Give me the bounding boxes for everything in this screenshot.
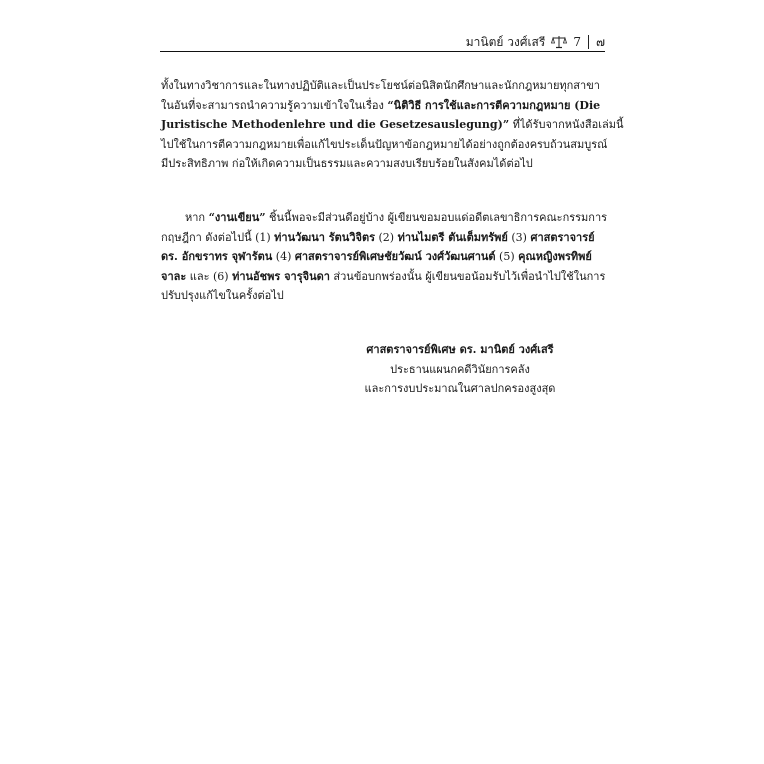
person-name: จาละ <box>161 269 187 283</box>
scales-of-justice-icon <box>551 35 567 49</box>
book-title-text: “นิติวิธี การใช้และการตีความกฎหมาย (Die <box>387 98 601 112</box>
paragraph-2-line-3 <box>161 247 592 267</box>
header-rule <box>160 51 605 52</box>
signature-block <box>340 340 580 399</box>
paragraph-1-line-3 <box>161 115 624 135</box>
text-run: (4) <box>272 250 295 263</box>
text-run: ปรับปรุงแก้ไขในครั้งต่อไป <box>161 289 284 302</box>
signature-title-line-1: ประธานแผนกคดีวินัยการคลัง <box>390 362 530 376</box>
header-page-number-thai: ๗ <box>595 34 605 49</box>
signature-title-line-2: และการงบประมาณในศาลปกครองสูงสุด <box>364 382 556 395</box>
paragraph-1-line-1 <box>161 76 600 96</box>
paragraph-2-line-2 <box>161 228 595 248</box>
paragraph-2-line-1 <box>161 208 608 228</box>
person-name: ศาสตราจารย์ <box>530 230 595 244</box>
person-name: ท่านอัชพร จารุจินดา <box>232 269 330 283</box>
signature-name: ศาสตราจารย์พิเศษ ดร. มานิตย์ วงศ์เสรี <box>366 343 554 356</box>
person-name: ท่านไมตรี ตันเต็มทรัพย์ <box>397 230 508 244</box>
paragraph-2-line-5 <box>161 286 586 306</box>
book-title-text: Juristische Methodenlehre und die Gesetzesauslegung)” <box>161 118 510 131</box>
text-run: (2) <box>375 230 398 244</box>
header-page-number: 7 <box>573 35 581 49</box>
text-run: ที่ได้รับจากหนังสือเล่มนี้ <box>509 118 624 131</box>
person-name: ดร. อักขราทร จุฬารัตน <box>161 250 273 263</box>
header-separator <box>588 35 589 49</box>
bold-text: “งานเขียน” <box>208 211 266 224</box>
text-run: มีประสิทธิภาพ ก่อให้เกิดความเป็นธรรมและความสงบเรียบร้อยในสังคมได้ต่อไป <box>161 157 533 170</box>
running-header <box>160 32 605 52</box>
person-name: ศาสตราจารย์พิเศษชัยวัฒน์ วงศ์วัฒนศานต์ <box>294 250 496 263</box>
text-run: (3) <box>507 230 531 244</box>
paragraph-2-line-4 <box>161 267 606 287</box>
paragraph-1 <box>161 76 624 174</box>
text-run: ในอันที่จะสามารถนำความรู้ความเข้าใจในเรื่อง <box>161 98 388 112</box>
text-run: กฤษฎีกา ดังต่อไปนี้ (1) <box>161 230 275 244</box>
text-run: ไปใช้ในการตีความกฎหมายเพื่อแก้ไขประเด็นปัญหาข้อกฎหมายได้อย่างถูกต้องครบถ้วนสมบูรณ์ <box>161 137 608 151</box>
paragraph-2 <box>161 208 608 306</box>
header-author: มานิตย์ วงศ์เสรี <box>465 34 546 49</box>
text-run: ส่วนข้อบกพร่องนั้น ผู้เขียนขอน้อมรับไว้เพื่อนำไปใช้ในการ <box>329 269 606 283</box>
person-name: ท่านวัฒนา รัตนวิจิตร <box>274 230 376 244</box>
paragraph-1-line-4 <box>161 135 608 155</box>
paragraph-1-line-2 <box>161 96 601 116</box>
text-run: ทั้งในทางวิชาการและในทางปฏิบัติและเป็นประโยชน์ต่อนิสิตนักศึกษาและนักกฎหมายทุกสาขา <box>161 79 600 92</box>
text-run: (5) <box>495 250 519 263</box>
person-name: คุณหญิงพรทิพย์ <box>518 250 592 263</box>
text-run: หาก <box>185 211 209 224</box>
text-run: และ (6) <box>186 269 233 283</box>
text-run: ชิ้นนี้พอจะมีส่วนดีอยู่บ้าง ผู้เขียนขอมอบแด่อดีตเลขาธิการคณะกรรมการ <box>265 211 608 224</box>
paragraph-1-line-5 <box>161 154 586 174</box>
